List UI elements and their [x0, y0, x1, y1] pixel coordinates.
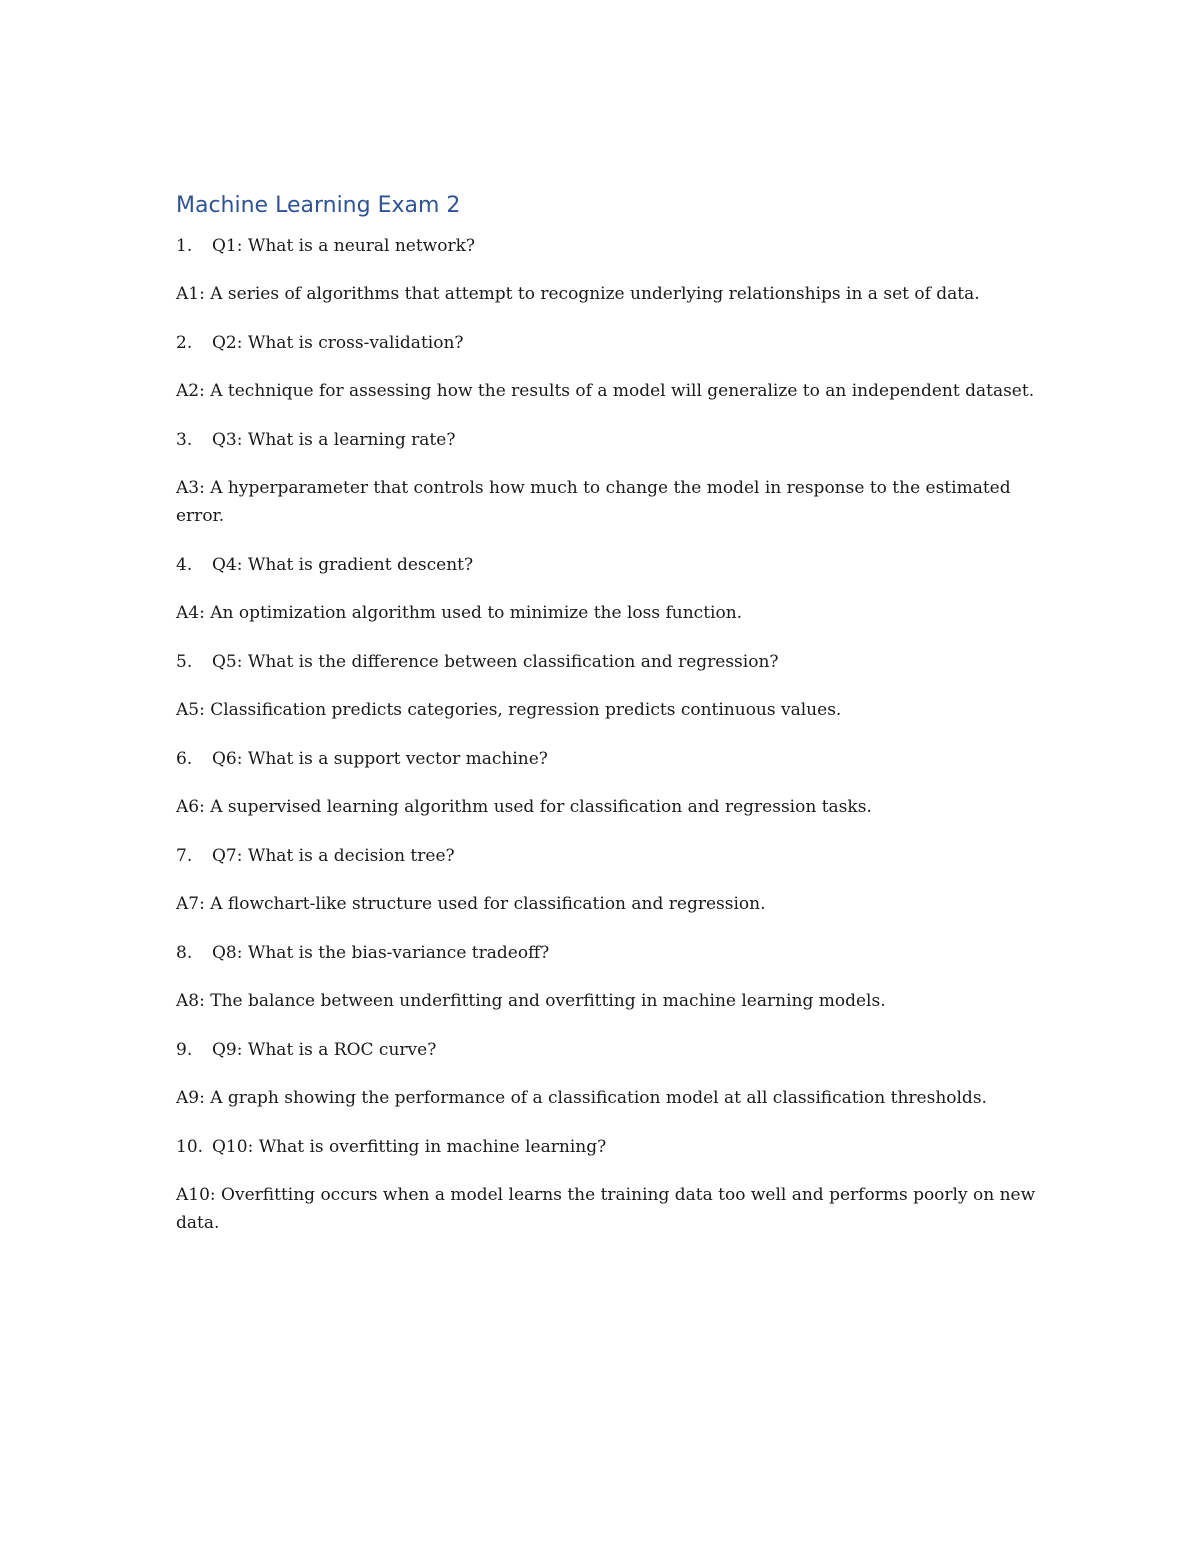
question-number: 3. [176, 430, 193, 450]
question [176, 232, 1036, 260]
question-text: Q8: What is the bias-variance tradeoff? [212, 943, 550, 963]
question-number: 8. [176, 943, 193, 963]
question [176, 745, 1036, 773]
question [176, 1036, 1036, 1064]
qa-item [176, 329, 1036, 405]
answer-text: A1: A series of algorithms that attempt to recognize underlying relationships in a set of data. [176, 284, 980, 304]
qa-item [176, 648, 1036, 724]
question-number: 4. [176, 555, 193, 575]
question-text: Q7: What is a decision tree? [212, 846, 455, 866]
answer-text: A8: The balance between underfitting and overfitting in machine learning models. [176, 991, 886, 1011]
qa-list [176, 232, 1036, 1237]
question-text: Q5: What is the difference between classification and regression? [212, 652, 779, 672]
qa-item [176, 842, 1036, 918]
question-text: Q4: What is gradient descent? [212, 555, 474, 575]
document-body [176, 190, 1036, 1258]
question [176, 329, 1036, 357]
question [176, 939, 1036, 967]
question-text: Q6: What is a support vector machine? [212, 749, 548, 769]
answer-text: A7: A flowchart-like structure used for classification and regression. [176, 894, 766, 914]
question-number: 7. [176, 846, 193, 866]
question-text: Q10: What is overfitting in machine learning? [212, 1137, 607, 1157]
question-number: 6. [176, 749, 193, 769]
qa-item [176, 939, 1036, 1015]
qa-item [176, 1036, 1036, 1112]
question-text: Q2: What is cross-validation? [212, 333, 464, 353]
qa-item [176, 1133, 1036, 1237]
question-number: 10. [176, 1137, 204, 1157]
question [176, 551, 1036, 579]
question [176, 842, 1036, 870]
qa-item [176, 551, 1036, 627]
question-number: 5. [176, 652, 193, 672]
document-title: Machine Learning Exam 2 [176, 193, 461, 218]
answer-text: A10: Overfitting occurs when a model learns the training data too well and performs poorly on new data. [176, 1185, 1036, 1233]
answer-text: A6: A supervised learning algorithm used for classification and regression tasks. [176, 797, 872, 817]
qa-item [176, 232, 1036, 308]
answer-text: A9: A graph showing the performance of a classification model at all classification thresholds. [176, 1088, 987, 1108]
answer-text: A4: An optimization algorithm used to minimize the loss function. [176, 603, 743, 623]
question-number: 9. [176, 1040, 193, 1060]
qa-item [176, 745, 1036, 821]
question-text: Q1: What is a neural network? [212, 236, 476, 256]
answer-text: A3: A hyperparameter that controls how much to change the model in response to the estimated error. [176, 478, 1011, 526]
answer-text: A5: Classification predicts categories, regression predicts continuous values. [176, 700, 842, 720]
question-text: Q3: What is a learning rate? [212, 430, 456, 450]
question-number: 2. [176, 333, 193, 353]
question [176, 426, 1036, 454]
question-text: Q9: What is a ROC curve? [212, 1040, 437, 1060]
question [176, 648, 1036, 676]
answer-text: A2: A technique for assessing how the results of a model will generalize to an independent dataset. [176, 381, 1035, 401]
question-number: 1. [176, 236, 193, 256]
qa-item [176, 426, 1036, 530]
question [176, 1133, 1036, 1161]
